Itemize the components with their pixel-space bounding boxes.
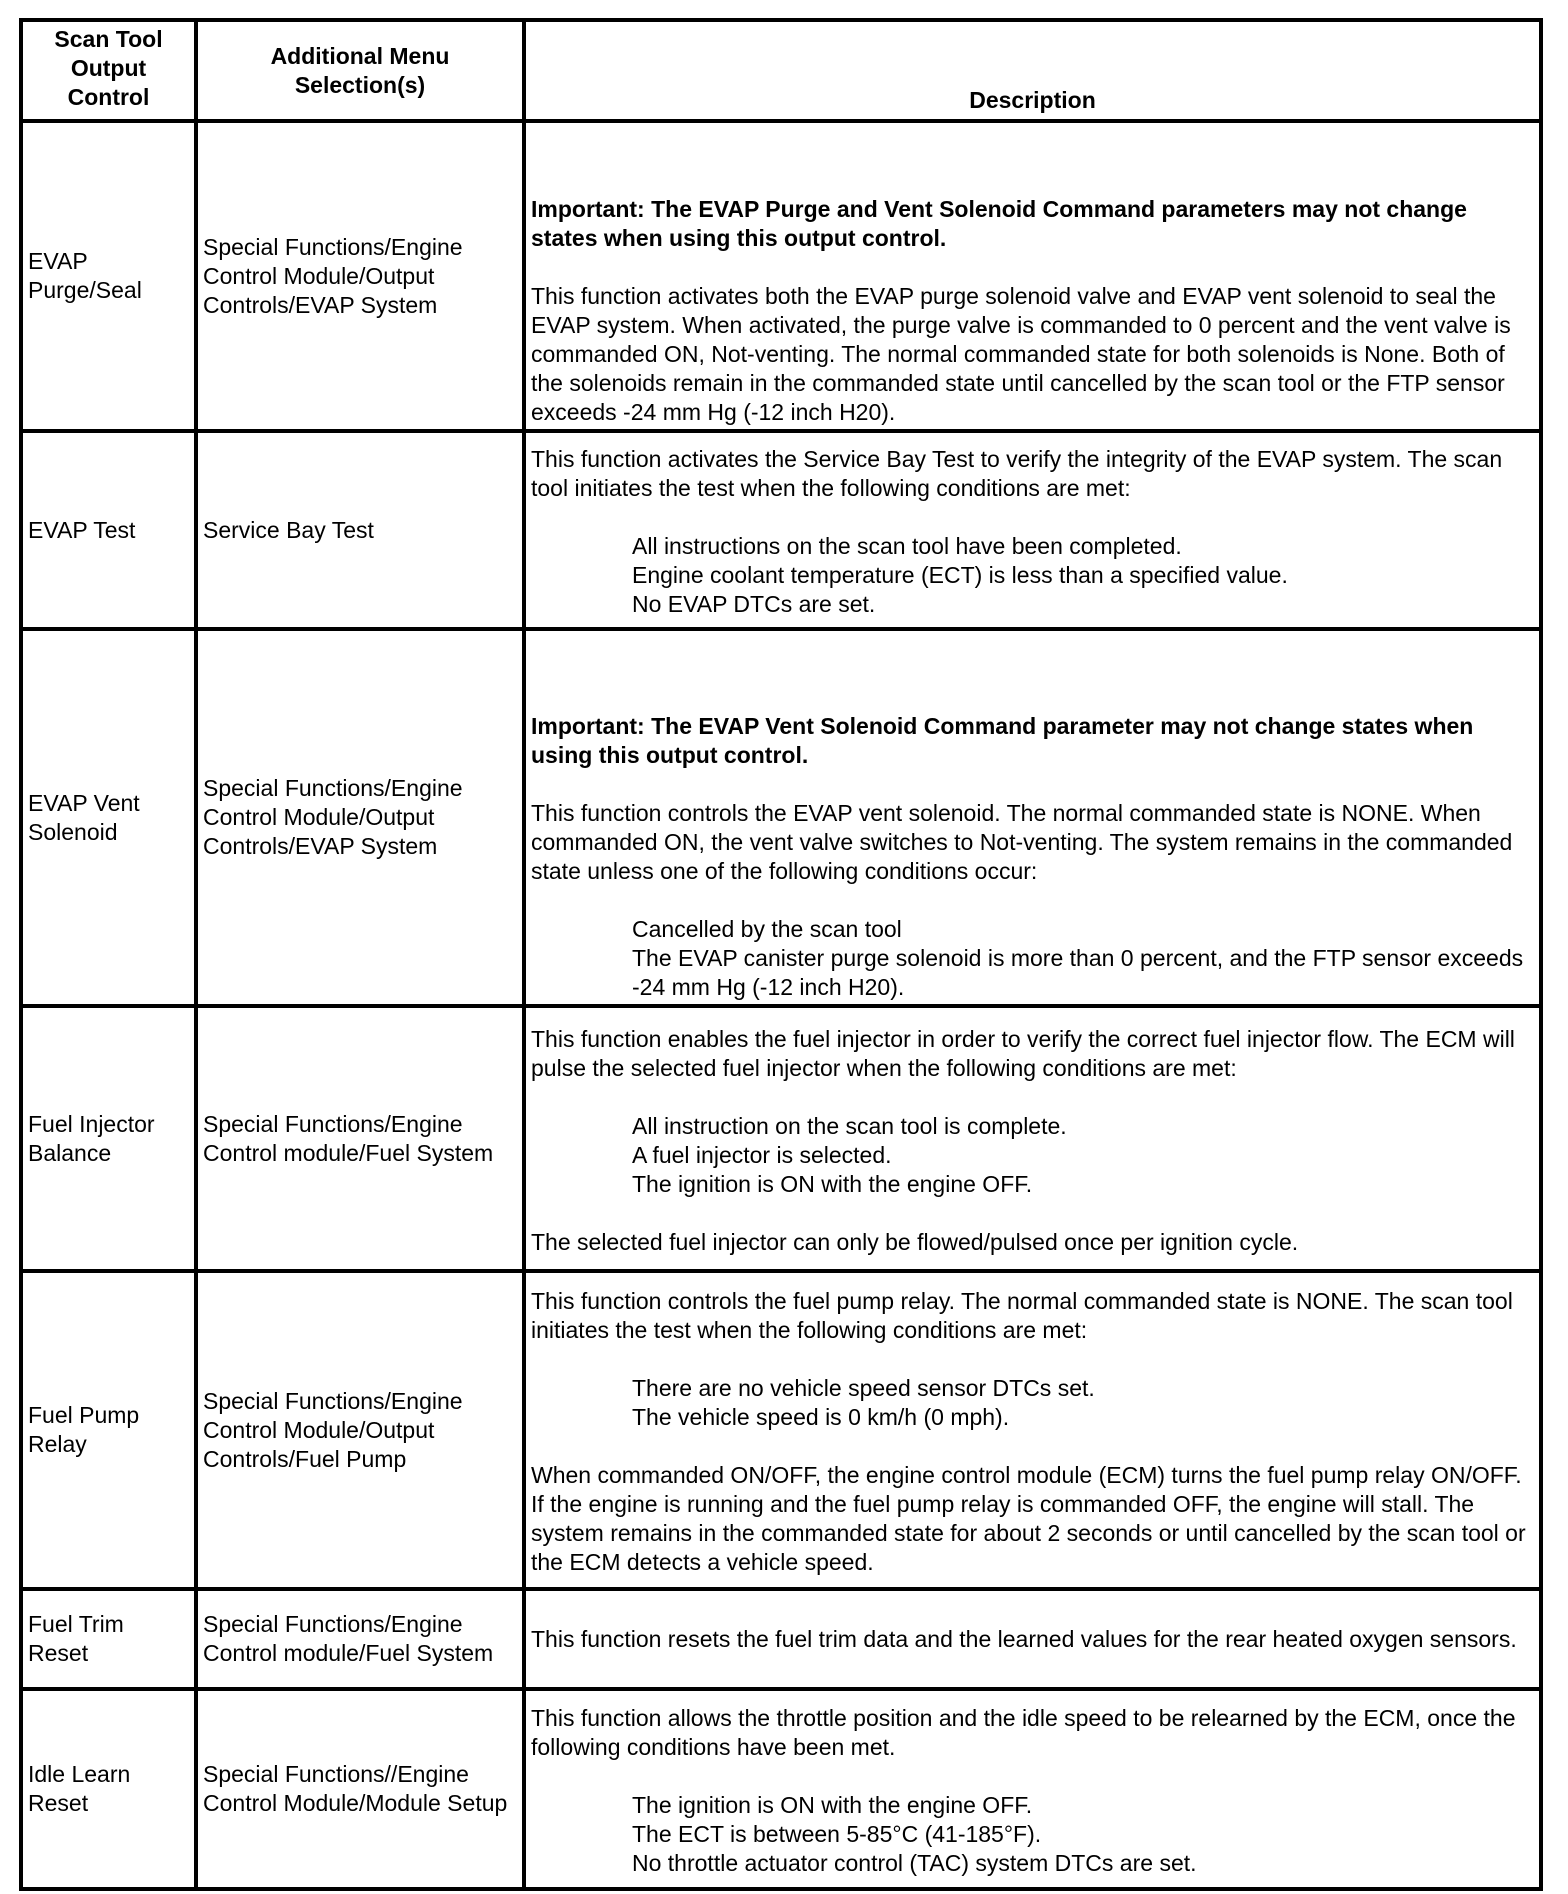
condition-item: A fuel injector is selected. (632, 1141, 892, 1168)
table-row (21, 431, 1541, 629)
description-note: When commanded ON/OFF, the engine control module (ECM) turns the fuel pump relay ON/OFF. If the engine is running and the fuel pump relay is commanded OFF, the engine will stall. The system remains in the commanded state for about 2 seconds or until cancelled by the scan tool or the ECM detects a vehicle speed. (531, 1462, 1526, 1575)
description-cell (524, 431, 1541, 629)
condition-item: The EVAP canister purge solenoid is more than 0 percent, and the FTP sensor exceeds -24 mm Hg (-12 inch H20). (632, 945, 1524, 1000)
condition-item: The ECT is between 5-85°C (41-185°F). (632, 1821, 1042, 1847)
menu-selection-cell: Special Functions//Engine Control Module/Module Setup (196, 1689, 524, 1889)
output-control-cell: Fuel Pump Relay (21, 1271, 196, 1589)
description-cell (524, 1271, 1541, 1589)
description-text: This function activates the Service Bay Test to verify the integrity of the EVAP system. The scan tool initiates the test when the following conditions are met: (531, 446, 1503, 501)
condition-item: All instructions on the scan tool have been completed. (632, 533, 1182, 559)
condition-item: Cancelled by the scan tool (632, 916, 902, 942)
table-row (21, 1589, 1541, 1689)
condition-item: There are no vehicle speed sensor DTCs set. (632, 1375, 1095, 1401)
description-text: This function controls the EVAP vent solenoid. The normal commanded state is NONE. When commanded ON, the vent valve switches to Not-venting. The system remains in the commanded state unless one of the following conditions occur: (531, 800, 1513, 884)
condition-item: The vehicle speed is 0 km/h (0 mph). (632, 1404, 1010, 1430)
condition-item: No EVAP DTCs are set. (632, 591, 876, 617)
table-row (21, 629, 1541, 1006)
output-control-cell: Fuel Injector Balance (21, 1006, 196, 1271)
output-control-cell: EVAP Purge/Seal (21, 121, 196, 431)
header-additional-menu-selections: Additional Menu Selection(s) (196, 20, 524, 121)
condition-item: Engine coolant temperature (ECT) is less than a specified value. (632, 562, 1288, 588)
header-row (21, 20, 1541, 121)
condition-item: All instruction on the scan tool is complete. (632, 1112, 1067, 1139)
menu-selection-cell: Special Functions/Engine Control module/Fuel System (196, 1589, 524, 1689)
description-cell (524, 629, 1541, 1006)
output-control-cell: EVAP Vent Solenoid (21, 629, 196, 1006)
description-text: This function controls the fuel pump relay. The normal commanded state is NONE. The scan tool initiates the test when the following conditions are met: (531, 1288, 1513, 1343)
important-note: Important: The EVAP Vent Solenoid Command parameter may not change states when using this output control. (531, 713, 1474, 768)
output-control-cell: Idle Learn Reset (21, 1689, 196, 1889)
table-row (21, 1006, 1541, 1271)
table-row (21, 1271, 1541, 1589)
output-control-cell: EVAP Test (21, 431, 196, 629)
menu-selection-cell: Special Functions/Engine Control module/Fuel System (196, 1006, 524, 1271)
description-cell (524, 1006, 1541, 1271)
important-note: Important: The EVAP Purge and Vent Solenoid Command parameters may not change states when using this output control. (531, 196, 1467, 251)
output-control-cell: Fuel Trim Reset (21, 1589, 196, 1689)
condition-item: No throttle actuator control (TAC) system DTCs are set. (632, 1850, 1197, 1876)
description-text: This function enables the fuel injector in order to verify the correct fuel injector flow. The ECM will pulse the selected fuel injector when the following conditions are met: (531, 1025, 1515, 1081)
condition-item: The ignition is ON with the engine OFF. (632, 1792, 1033, 1818)
table-row (21, 1689, 1541, 1889)
header-description: Description (524, 20, 1541, 121)
output-controls-table (19, 18, 1543, 1891)
menu-selection-cell: Special Functions/Engine Control Module/Output Controls/EVAP System (196, 121, 524, 431)
description-cell (524, 1689, 1541, 1889)
menu-selection-cell: Special Functions/Engine Control Module/Output Controls/Fuel Pump (196, 1271, 524, 1589)
header-scan-tool-output-control: Scan Tool Output Control (21, 20, 196, 121)
description-cell (524, 1589, 1541, 1689)
description-text: This function allows the throttle position and the idle speed to be relearned by the ECM, once the following conditions have been met. (531, 1705, 1516, 1760)
menu-selection-cell: Service Bay Test (196, 431, 524, 629)
description-cell (524, 121, 1541, 431)
condition-item: The ignition is ON with the engine OFF. (632, 1170, 1033, 1197)
menu-selection-cell: Special Functions/Engine Control Module/Output Controls/EVAP System (196, 629, 524, 1006)
description-note: The selected fuel injector can only be flowed/pulsed once per ignition cycle. (531, 1228, 1299, 1255)
description-text: This function activates both the EVAP purge solenoid valve and EVAP vent solenoid to seal the EVAP system. When activated, the purge valve is commanded to 0 percent and the vent valve is commanded ON, Not-venting. The normal commanded state for both solenoids is None. Both of the solenoids remain in the commanded state until cancelled by the scan tool or the FTP sensor exceeds -24 mm Hg (-12 inch H20). (531, 283, 1511, 425)
description-text: This function resets the fuel trim data and the learned values for the rear heated oxygen sensors. (531, 1625, 1517, 1652)
table-row (21, 121, 1541, 431)
